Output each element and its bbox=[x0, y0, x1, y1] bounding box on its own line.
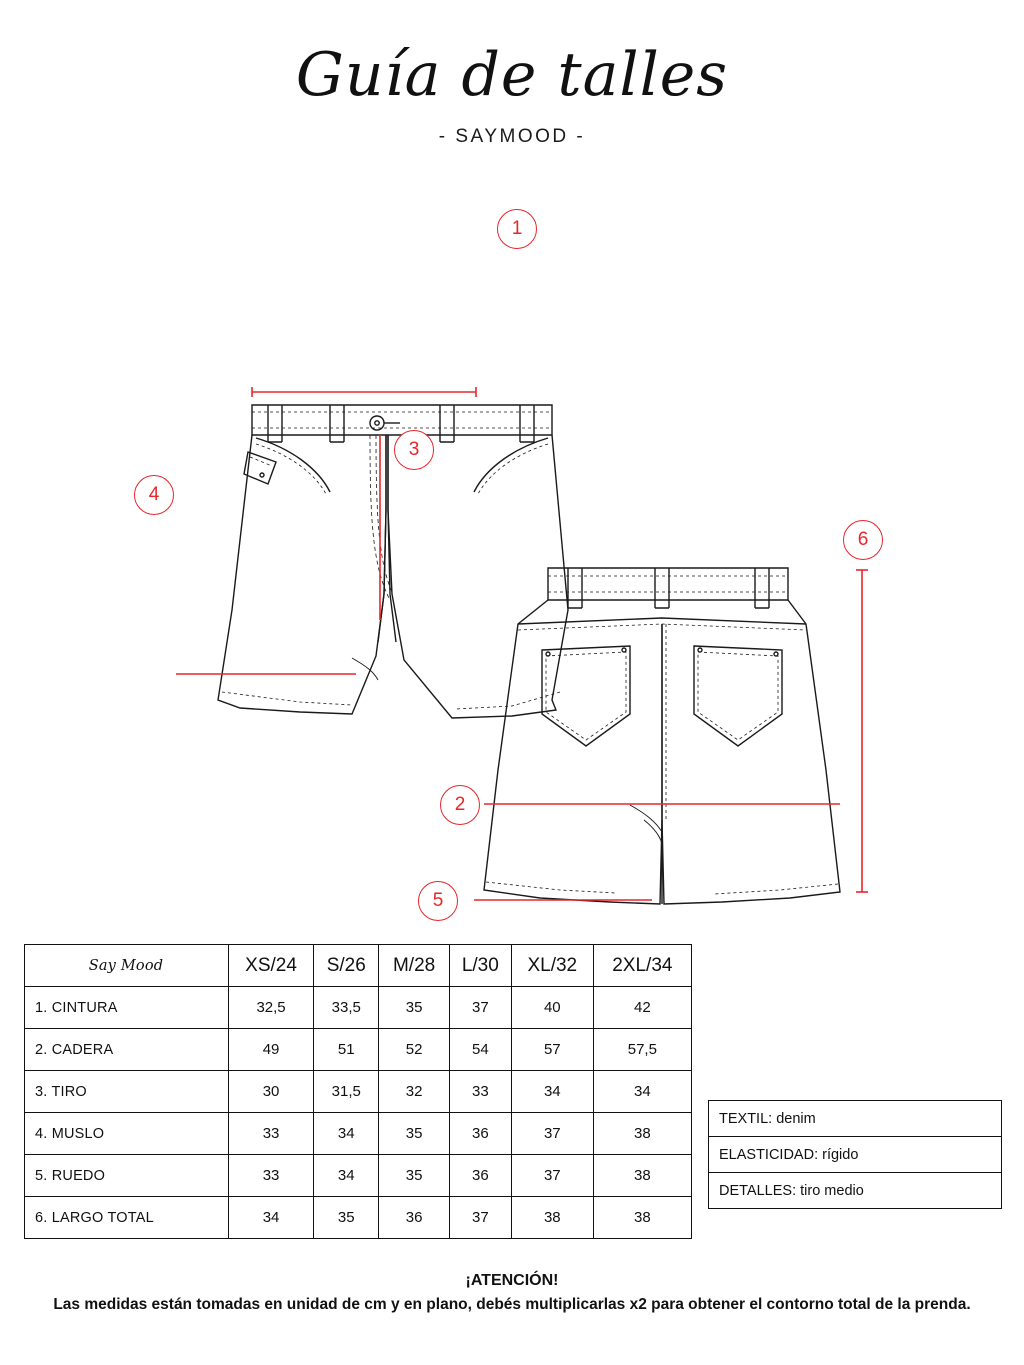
row-label-muslo: 4. MUSLO bbox=[25, 1113, 229, 1155]
fabric-info-box bbox=[708, 1100, 1002, 1209]
column-header-xl: XL/32 bbox=[511, 945, 593, 987]
footer-note bbox=[0, 1272, 1024, 1314]
table-row bbox=[25, 1197, 692, 1239]
cell-muslo-l: 36 bbox=[449, 1113, 511, 1155]
denim-shorts-front-technical-drawing bbox=[218, 405, 568, 718]
cell-ruedo-xl: 37 bbox=[511, 1155, 593, 1197]
denim-shorts-back-technical-drawing bbox=[484, 568, 840, 904]
front-measure-lines bbox=[176, 387, 476, 674]
cell-cintura-m: 35 bbox=[379, 987, 449, 1029]
table-row bbox=[25, 1029, 692, 1071]
cell-ruedo-s: 34 bbox=[314, 1155, 379, 1197]
cell-cadera-m: 52 bbox=[379, 1029, 449, 1071]
cell-ruedo-2xl: 38 bbox=[593, 1155, 691, 1197]
cell-largo-2xl: 38 bbox=[593, 1197, 691, 1239]
cell-cintura-l: 37 bbox=[449, 987, 511, 1029]
cell-muslo-xs: 33 bbox=[229, 1113, 314, 1155]
cell-largo-l: 37 bbox=[449, 1197, 511, 1239]
cell-cintura-xs: 32,5 bbox=[229, 987, 314, 1029]
column-header-xs: XS/24 bbox=[229, 945, 314, 987]
callout-4: 4 bbox=[134, 475, 174, 515]
info-elasticidad: ELASTICIDAD: rígido bbox=[709, 1137, 1001, 1173]
technical-drawings bbox=[0, 180, 1024, 930]
cell-muslo-xl: 37 bbox=[511, 1113, 593, 1155]
table-row bbox=[25, 1113, 692, 1155]
cell-cadera-2xl: 57,5 bbox=[593, 1029, 691, 1071]
cell-tiro-s: 31,5 bbox=[314, 1071, 379, 1113]
table-row bbox=[25, 1071, 692, 1113]
cell-tiro-m: 32 bbox=[379, 1071, 449, 1113]
cell-muslo-2xl: 38 bbox=[593, 1113, 691, 1155]
cell-cadera-xl: 57 bbox=[511, 1029, 593, 1071]
row-label-cintura: 1. CINTURA bbox=[25, 987, 229, 1029]
callout-1: 1 bbox=[497, 209, 537, 249]
page-title: Guía de talles bbox=[295, 40, 729, 110]
column-header-2xl: 2XL/34 bbox=[593, 945, 691, 987]
cell-tiro-l: 33 bbox=[449, 1071, 511, 1113]
cell-largo-s: 35 bbox=[314, 1197, 379, 1239]
cell-cintura-xl: 40 bbox=[511, 987, 593, 1029]
info-detalles: DETALLES: tiro medio bbox=[719, 1183, 864, 1199]
cell-muslo-m: 35 bbox=[379, 1113, 449, 1155]
row-label-largo-total: 6. LARGO TOTAL bbox=[25, 1197, 229, 1239]
cell-muslo-s: 34 bbox=[314, 1113, 379, 1155]
cell-largo-xs: 34 bbox=[229, 1197, 314, 1239]
table-brand-cell: Say Mood bbox=[25, 945, 229, 987]
back-measure-lines bbox=[474, 570, 868, 900]
callout-3: 3 bbox=[394, 430, 434, 470]
cell-ruedo-l: 36 bbox=[449, 1155, 511, 1197]
brand-subtitle: - SAYMOOD - bbox=[438, 126, 586, 147]
table-row bbox=[25, 1155, 692, 1197]
cell-tiro-xl: 34 bbox=[511, 1071, 593, 1113]
measurement-note: Las medidas están tomadas en unidad de cm y en plano, debés multiplicarlas x2 para obtener el contorno total de la prenda. bbox=[53, 1296, 971, 1313]
column-header-l: L/30 bbox=[449, 945, 511, 987]
cell-cintura-s: 33,5 bbox=[314, 987, 379, 1029]
cell-cadera-s: 51 bbox=[314, 1029, 379, 1071]
cell-largo-xl: 38 bbox=[511, 1197, 593, 1239]
table-header-row bbox=[25, 945, 692, 987]
column-header-s: S/26 bbox=[314, 945, 379, 987]
info-textil: TEXTIL: denim bbox=[709, 1101, 1001, 1137]
row-label-cadera: 2. CADERA bbox=[25, 1029, 229, 1071]
table-row bbox=[25, 987, 692, 1029]
cell-cintura-2xl: 42 bbox=[593, 987, 691, 1029]
cell-tiro-xs: 30 bbox=[229, 1071, 314, 1113]
column-header-m: M/28 bbox=[379, 945, 449, 987]
callout-2: 2 bbox=[440, 785, 480, 825]
callout-5: 5 bbox=[418, 881, 458, 921]
cell-ruedo-xs: 33 bbox=[229, 1155, 314, 1197]
cell-cadera-xs: 49 bbox=[229, 1029, 314, 1071]
cell-tiro-2xl: 34 bbox=[593, 1071, 691, 1113]
cell-cadera-l: 54 bbox=[449, 1029, 511, 1071]
row-label-ruedo: 5. RUEDO bbox=[25, 1155, 229, 1197]
size-measurements-table bbox=[24, 944, 692, 1239]
row-label-tiro: 3. TIRO bbox=[25, 1071, 229, 1113]
attention-heading: ¡ATENCIÓN! bbox=[465, 1272, 559, 1289]
cell-largo-m: 36 bbox=[379, 1197, 449, 1239]
callout-6: 6 bbox=[843, 520, 883, 560]
cell-ruedo-m: 35 bbox=[379, 1155, 449, 1197]
